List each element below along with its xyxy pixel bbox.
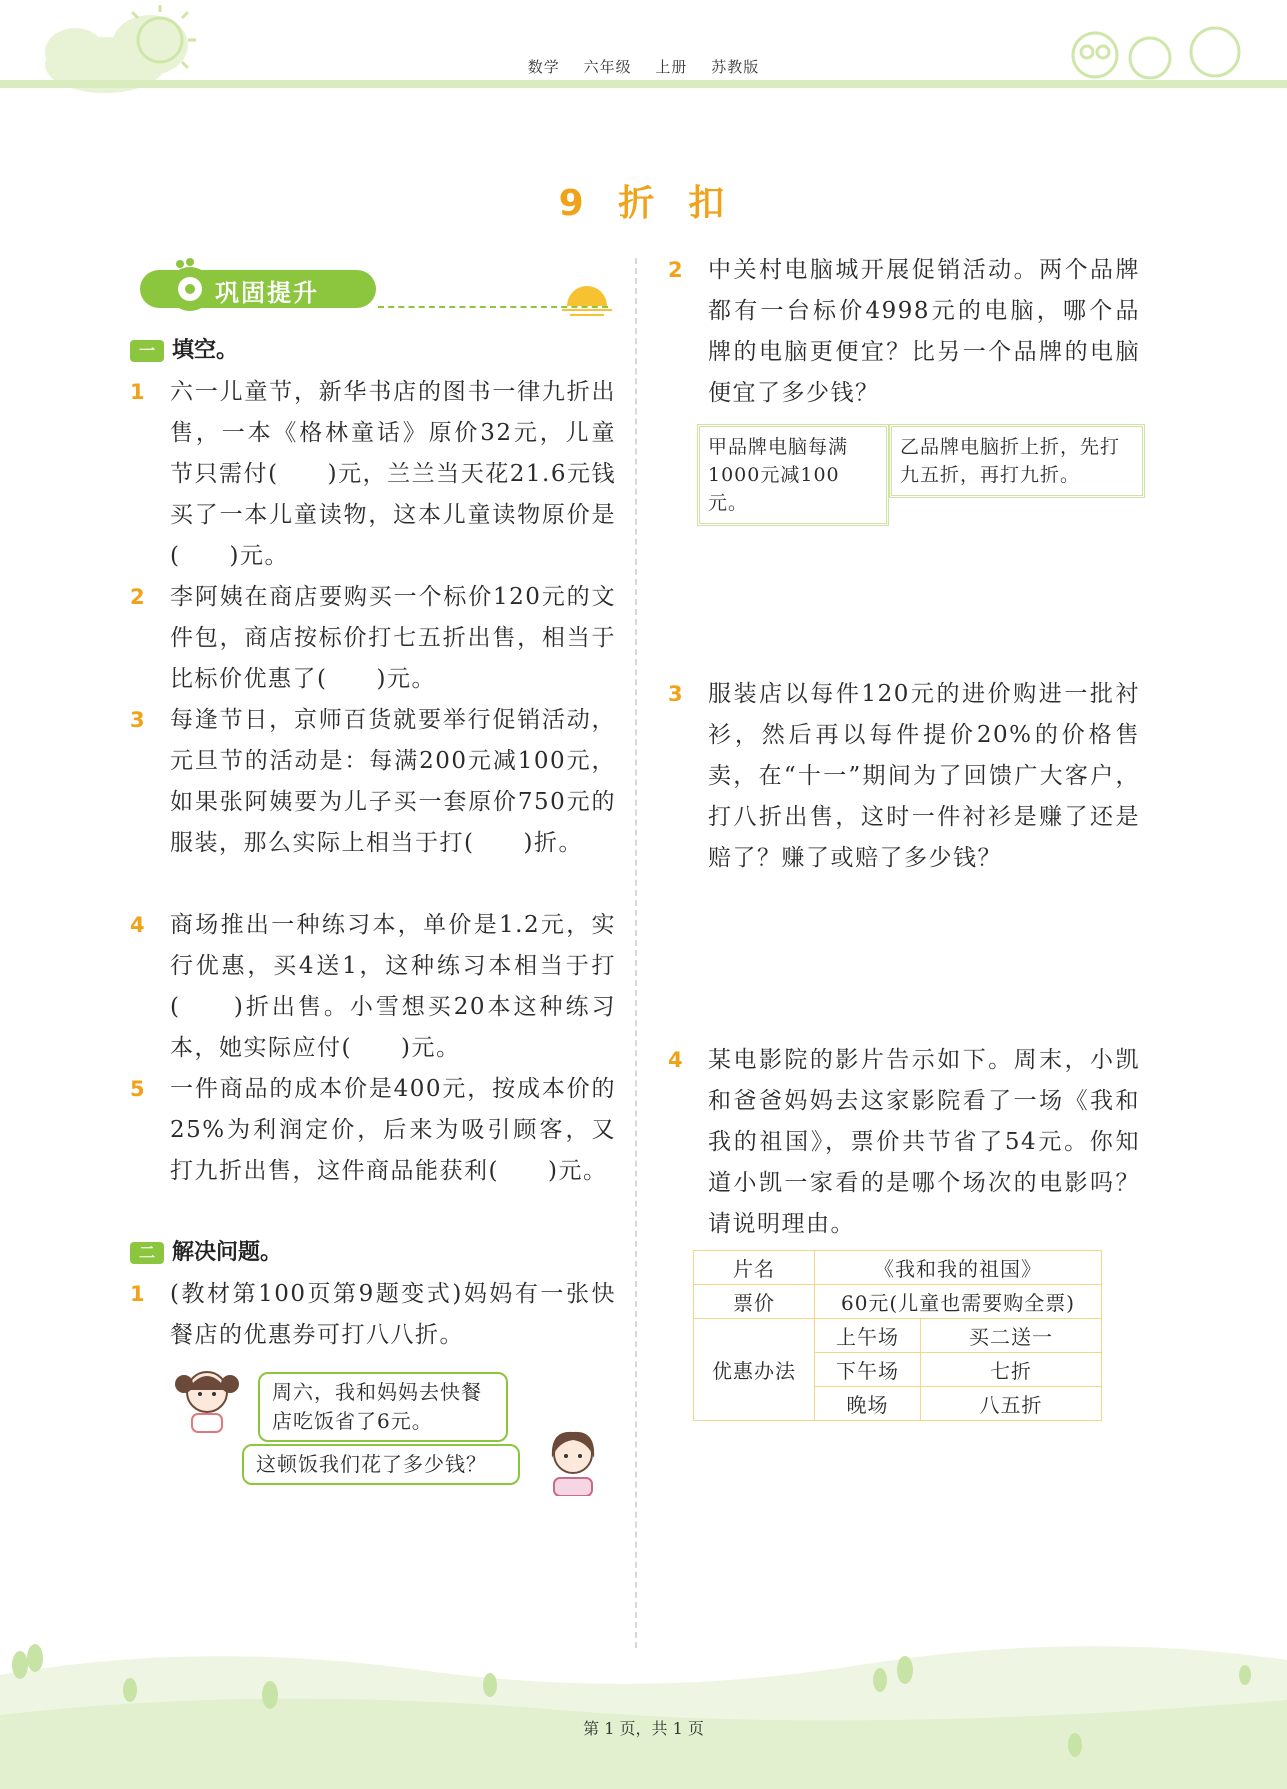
question-text: 服装店以每件120元的进价购进一批衬衫，然后再以每件提价20%的价格售卖，在“十一”期间为了回馈广大客户，打八折出售，这时一件衬衫是赚了还是赔了？赚了或赔了多少钱？ bbox=[708, 681, 1140, 871]
section-solve bbox=[130, 1238, 282, 1268]
question-number: 4 bbox=[130, 913, 147, 937]
question-number: 4 bbox=[668, 1048, 685, 1072]
page-title bbox=[0, 175, 1287, 226]
table-cell: 七折 bbox=[921, 1353, 1102, 1387]
table-row bbox=[694, 1319, 1102, 1353]
title-text-1: 折 bbox=[618, 183, 659, 224]
header-line bbox=[0, 80, 1287, 88]
girl-illustration bbox=[172, 1362, 242, 1434]
question-number: 3 bbox=[668, 682, 685, 706]
right-question-4 bbox=[668, 1040, 1140, 1245]
header-info bbox=[0, 56, 1287, 77]
section-fill-blank bbox=[130, 336, 238, 366]
table-cell: 票价 bbox=[694, 1285, 815, 1319]
question-text: 六一儿童节，新华书店的图书一律九折出售，一本《格林童话》原价32元，儿童节只需付( )元，兰兰当天花21.6元钱买了一本儿童读物，这本儿童读物原价是( )元。 bbox=[170, 379, 616, 569]
question-text: 商场推出一种练习本，单价是1.2元，实行优惠，买4送1，这种练习本相当于打( )折出售。小雪想买20本这种练习本，她实际应付( )元。 bbox=[170, 912, 616, 1061]
question-1 bbox=[130, 372, 616, 577]
section-label: 解决问题。 bbox=[172, 1240, 283, 1265]
table-cell: 片名 bbox=[694, 1251, 815, 1285]
promo-box-brand-a: 甲品牌电脑每满1000元减100元。 bbox=[697, 424, 889, 526]
movie-info-table bbox=[693, 1250, 1102, 1421]
table-cell: 八五折 bbox=[921, 1387, 1102, 1421]
mom-speech-bubble: 这顿饭我们花了多少钱？ bbox=[242, 1444, 520, 1485]
title-number: 9 bbox=[558, 183, 588, 224]
table-cell: 买二送一 bbox=[921, 1319, 1102, 1353]
column-divider bbox=[635, 258, 637, 1648]
table-row bbox=[694, 1251, 1102, 1285]
question-number: 3 bbox=[130, 708, 147, 732]
question-text: 中关村电脑城开展促销活动。两个品牌都有一台标价4998元的电脑，哪个品牌的电脑更便宜？比另一个品牌的电脑便宜了多少钱？ bbox=[708, 257, 1140, 406]
question-number: 1 bbox=[130, 1282, 147, 1306]
table-row bbox=[694, 1285, 1102, 1319]
section-tag: 二 bbox=[130, 1242, 164, 1264]
table-cell: 下午场 bbox=[815, 1353, 921, 1387]
question-5 bbox=[130, 1069, 616, 1233]
header-grade: 六年级 bbox=[583, 58, 632, 76]
banner-label: 巩固提升 bbox=[215, 279, 319, 307]
question-number: 1 bbox=[130, 380, 147, 404]
question-3 bbox=[130, 700, 616, 905]
solve-question-1 bbox=[130, 1274, 616, 1356]
header-edition: 苏教版 bbox=[711, 58, 760, 76]
right-question-2 bbox=[668, 250, 1140, 414]
question-text: (教材第100页第9题变式)妈妈有一张快餐店的优惠券可打八八折。 bbox=[170, 1281, 616, 1348]
question-number: 2 bbox=[130, 585, 147, 609]
title-text-2: 扣 bbox=[688, 183, 729, 224]
question-text: 一件商品的成本价是400元，按成本价的25%为利润定价，后来为吸引顾客，又打九折出售，这件商品能获利( )元。 bbox=[170, 1076, 616, 1184]
header-subject: 数学 bbox=[527, 58, 560, 76]
sunset-icon bbox=[562, 286, 612, 320]
mother-illustration bbox=[538, 1424, 608, 1496]
whale-icon bbox=[135, 258, 215, 313]
girl-speech-bubble: 周六，我和妈妈去快餐店吃饭省了6元。 bbox=[258, 1372, 508, 1442]
table-cell: 晚场 bbox=[815, 1387, 921, 1421]
table-cell: 60元(儿童也需要购全票) bbox=[815, 1285, 1102, 1319]
page-footer: 第 1 页，共 1 页 bbox=[583, 1719, 704, 1738]
section-label: 填空。 bbox=[172, 338, 239, 363]
table-cell: 上午场 bbox=[815, 1319, 921, 1353]
promo-box-brand-b: 乙品牌电脑折上折，先打九五折，再打九折。 bbox=[889, 424, 1145, 498]
table-cell: 优惠办法 bbox=[694, 1319, 815, 1421]
right-question-3 bbox=[668, 674, 1140, 879]
section-tag: 一 bbox=[130, 340, 164, 362]
question-number: 5 bbox=[130, 1077, 147, 1101]
header-volume: 上册 bbox=[655, 58, 688, 76]
question-2 bbox=[130, 577, 616, 700]
question-text: 某电影院的影片告示如下。周末，小凯和爸爸妈妈去这家影院看了一场《我和我的祖国》，票价共节省了54元。你知道小凯一家看的是哪个场次的电影吗？请说明理由。 bbox=[708, 1047, 1140, 1237]
question-text: 李阿姨在商店要购买一个标价120元的文件包，商店按标价打七五折出售，相当于比标价优惠了( )元。 bbox=[170, 584, 616, 692]
question-4 bbox=[130, 905, 616, 1069]
question-text: 每逢节日，京师百货就要举行促销活动，元旦节的活动是：每满200元减100元，如果张阿姨要为儿子买一套原价750元的服装，那么实际上相当于打( )折。 bbox=[170, 707, 616, 856]
table-cell: 《我和我的祖国》 bbox=[815, 1251, 1102, 1285]
footer-landscape bbox=[0, 1630, 1287, 1789]
question-number: 2 bbox=[668, 258, 685, 282]
